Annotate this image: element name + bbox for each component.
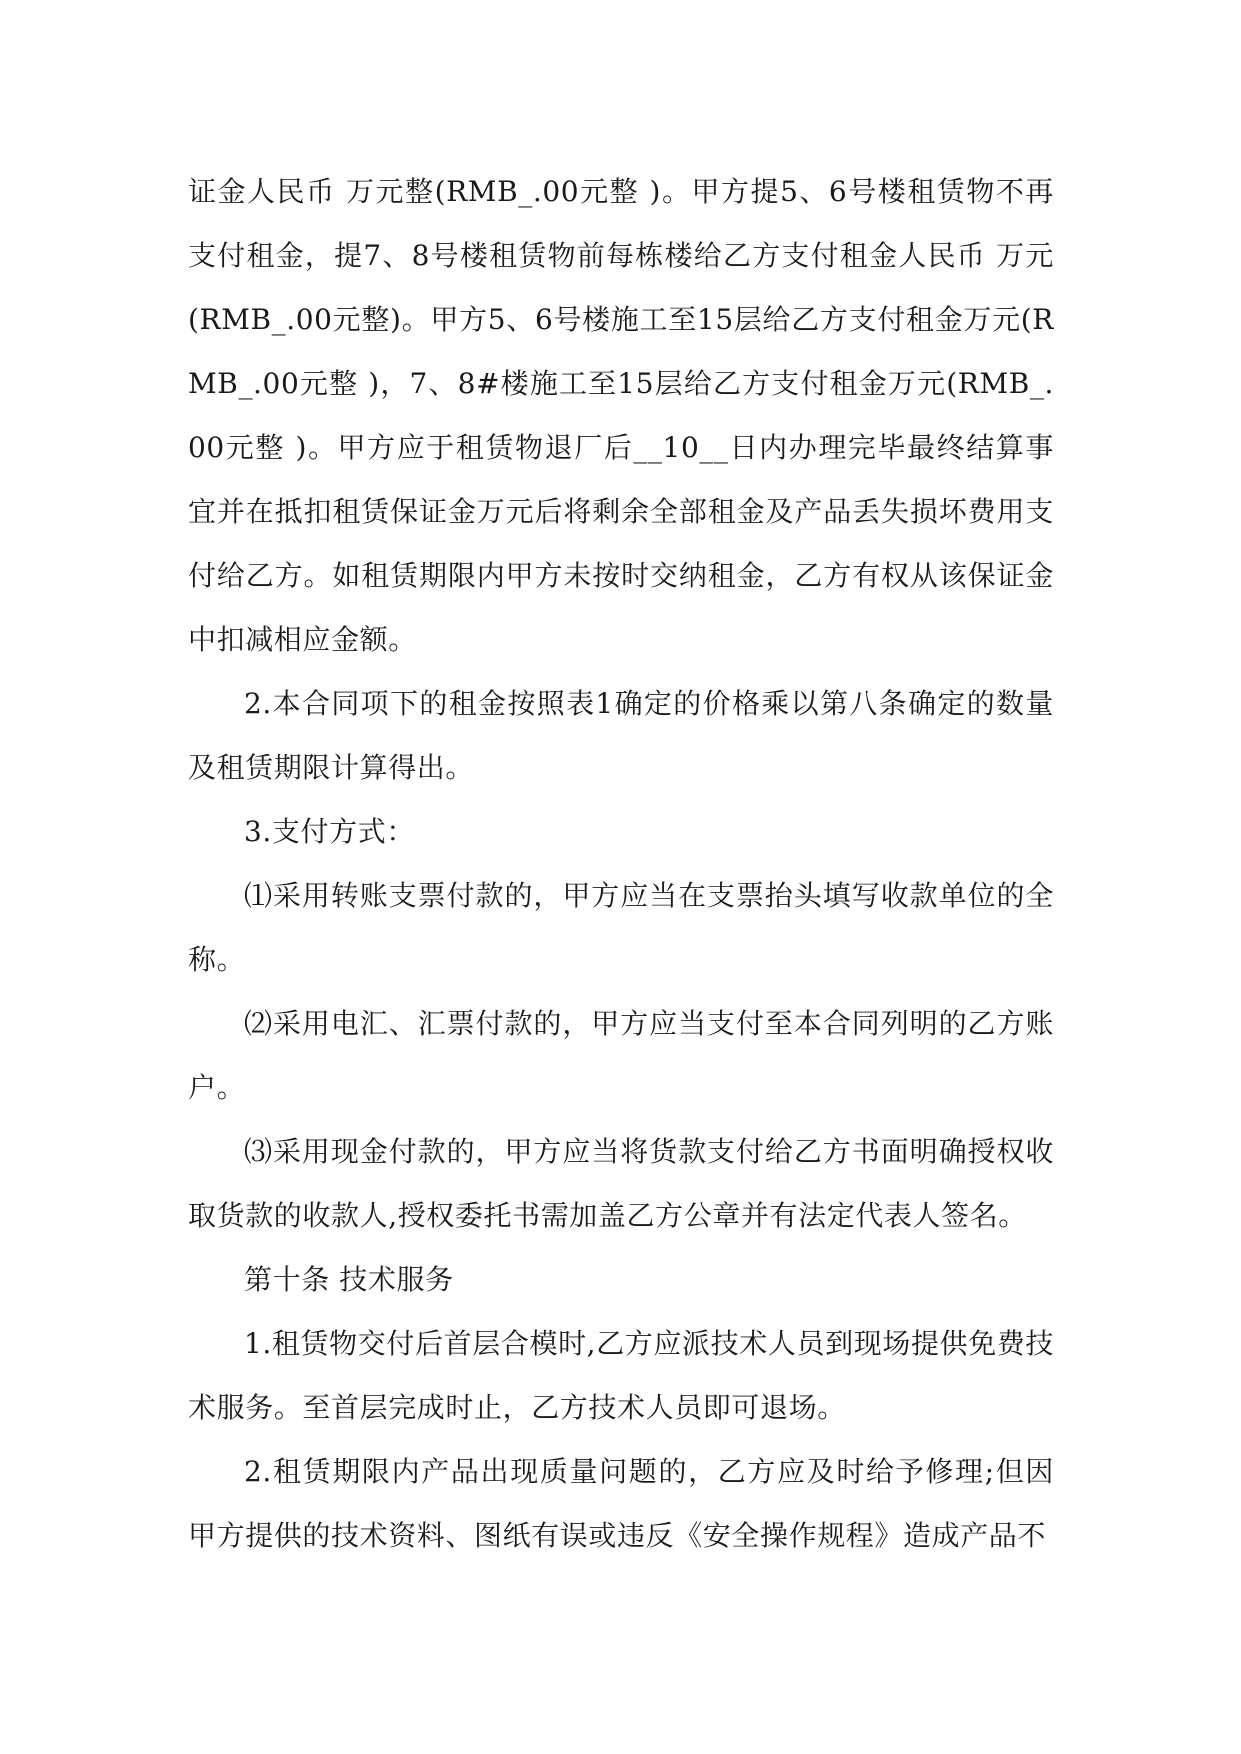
document-body — [188, 160, 1054, 1568]
section-heading-technical-service: 第十条 技术服务 — [244, 1263, 454, 1296]
paragraph-payment-methods-heading: 3.支付方式： — [244, 815, 415, 848]
paragraph-technical-service-1: 1.租赁物交付后首层合模时,乙方应派技术人员到现场提供免费技术服务。至首层完成时止，乙方技术人员即可退场。 — [188, 1327, 1054, 1424]
paragraph-deposit-payment: 证金人民币 万元整(RMB_.00元整 )。甲方提5、6号楼租赁物不再支付租金，提7、8号楼租赁物前每栋楼给乙方支付租金人民币 万元(RMB_.00元整)。甲方5、6号楼施工至15层给乙方支付租金万元(RMB_.00元整 )，7、8#楼施工至15层给乙方支付租金万元(RMB_.00元整 )。甲方应于租赁物退厂后__10__日内办理完毕最终结算事宜并在抵扣租赁保证金万元后将剩余全部租金及产品丢失损坏费用支付给乙方。如租赁期限内甲方未按时交纳租金，乙方有权从该保证金中扣减相应金额。 — [188, 175, 1054, 656]
paragraph-payment-wire: ⑵采用电汇、汇票付款的，甲方应当支付至本合同列明的乙方账户。 — [188, 1007, 1054, 1104]
paragraph-payment-cash: ⑶采用现金付款的，甲方应当将货款支付给乙方书面明确授权收取货款的收款人,授权委托书需加盖乙方公章并有法定代表人签名。 — [188, 1135, 1054, 1232]
paragraph-technical-service-2: 2.租赁期限内产品出现质量问题的，乙方应及时给予修理;但因甲方提供的技术资料、图纸有误或违反《安全操作规程》造成产品不 — [188, 1455, 1054, 1552]
paragraph-payment-check: ⑴采用转账支票付款的，甲方应当在支票抬头填写收款单位的全称。 — [188, 879, 1054, 976]
paragraph-rent-calculation: 2.本合同项下的租金按照表1确定的价格乘以第八条确定的数量及租赁期限计算得出。 — [188, 687, 1054, 784]
